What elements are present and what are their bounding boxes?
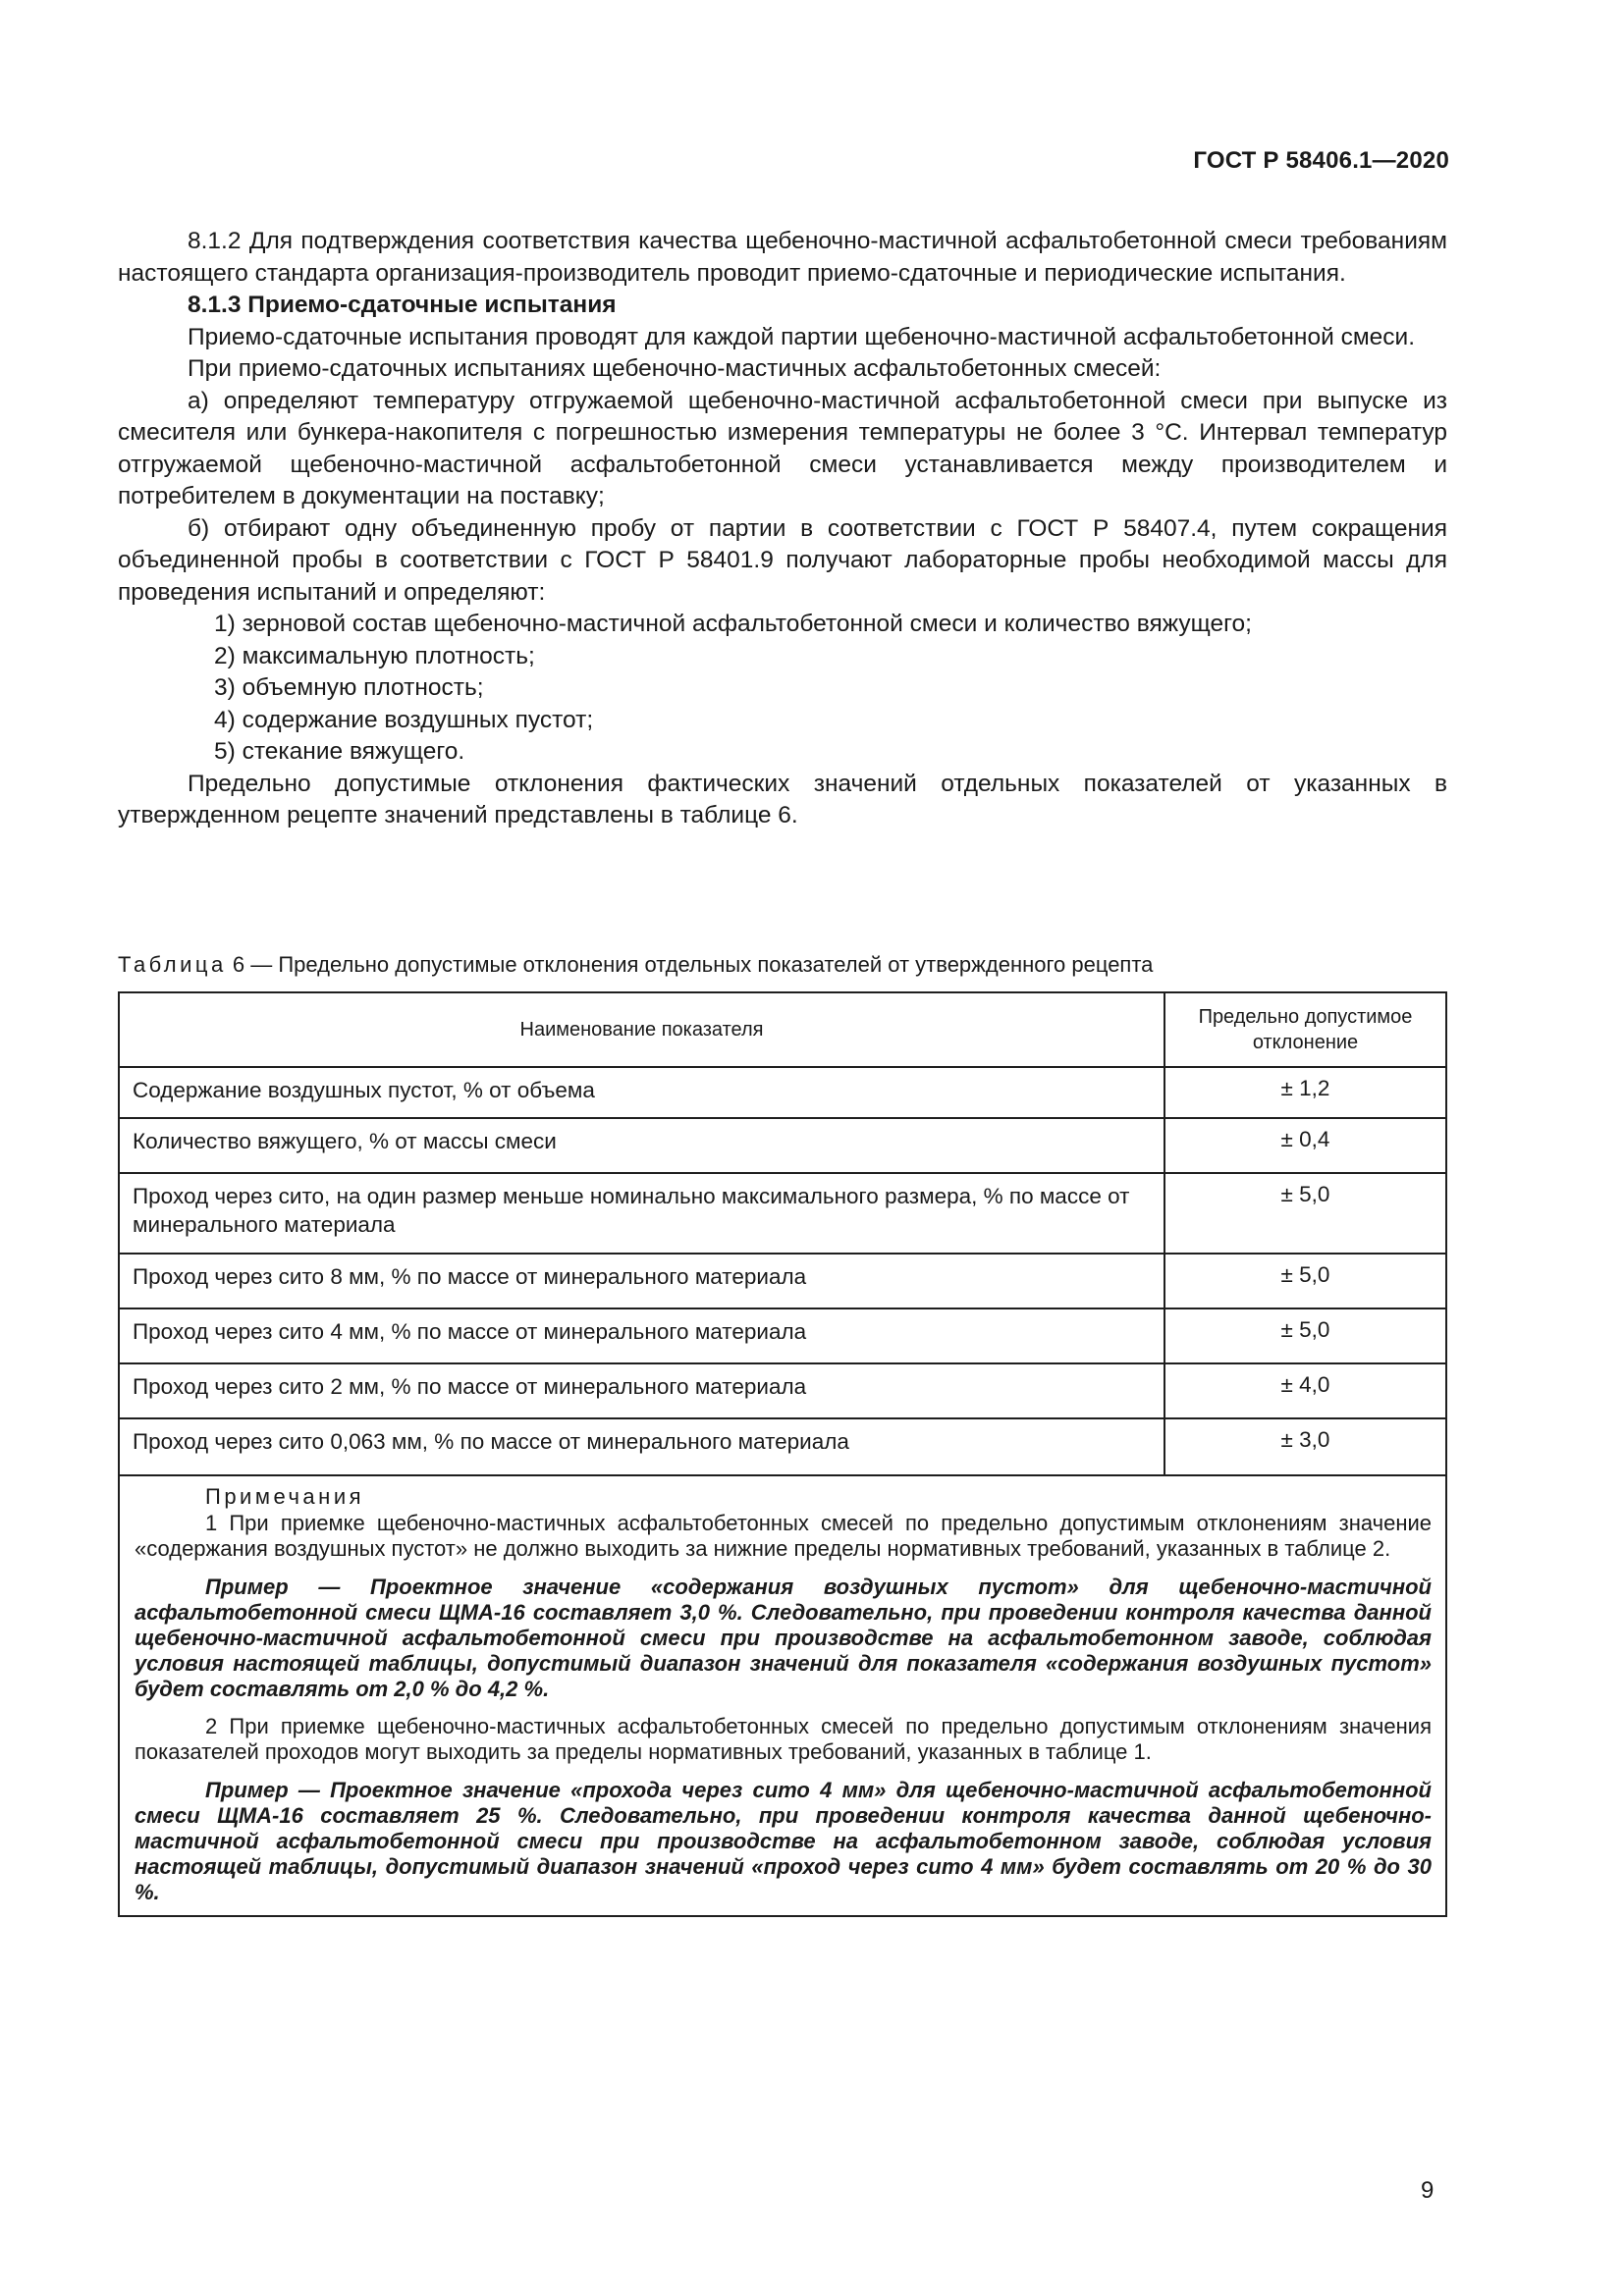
row-name: Количество вяжущего, % от массы смеси [119,1118,1164,1173]
paragraph-8-1-2: 8.1.2 Для подтверждения соответствия качества щебеночно-мастичной асфальтобетонной смеси требованиям настоящего стандарта организация-производитель проводит приемо-сдаточные и периодические испытания. [118,228,1447,287]
table-row [119,1067,1446,1118]
row-name: Проход через сито 2 мм, % по массе от минерального материала [119,1363,1164,1418]
list-item: 2) максимальную плотность; [214,642,535,669]
paragraph-item-a: а) определяют температуру отгружаемой щебеночно-мастичной асфальтобетонной смеси при выпуске из смесителя или бункера-накопителя с погрешностью измерения температуры не более 3 °С. Интервал температур отгружаемой щебеночно-мастичной асфальтобетонной смеси устанавливается между производителем и потребителем в документации на поставку; [118,387,1447,509]
note-2: 2 При приемке щебеночно-мастичных асфальтобетонных смесей по предельно допустимым отклонениям значения показателей проходов могут выходить за пределы нормативных требований, указанных в таблице 1. [135,1713,1432,1764]
table-notes-row [119,1475,1446,1916]
list-item: 4) содержание воздушных пустот; [214,706,594,733]
row-name: Проход через сито 8 мм, % по массе от минерального материала [119,1254,1164,1308]
example-1: Пример — Проектное значение «содержания воздушных пустот» для щебеночно-мастичной асфальтобетонной смеси ЩМА-16 составляет 3,0 %. Следовательно, при проведении контроля качества данной щебеночно-мастичной асфальтобетонной смеси при производстве на асфальтобетонном заводе, соблюдая условия настоящей таблицы, допустимый диапазон значений для показателя «содержания воздушных пустот» будет составлять от 2,0 % до 4,2 %. [135,1574,1432,1701]
table-notes [119,1475,1446,1916]
section-heading-8-1-3: 8.1.3 Приемо-сдаточные испытания [188,292,617,318]
row-name: Содержание воздушных пустот, % от объема [119,1067,1164,1118]
document-code: ГОСТ Р 58406.1—2020 [1193,147,1449,174]
list-item: 1) зерновой состав щебеночно-мастичной асфальтобетонной смеси и количество вяжущего; [214,611,1252,637]
table-caption-text: 6 — Предельно допустимые отклонения отдельных показателей от утвержденного рецепта [226,952,1154,977]
table-row [119,1118,1446,1173]
row-name: Проход через сито 4 мм, % по массе от минерального материала [119,1308,1164,1363]
table-row [119,1418,1446,1475]
table-row [119,1308,1446,1363]
row-value: ± 1,2 [1164,1067,1446,1118]
table-row [119,1254,1446,1308]
row-name: Проход через сито, на один размер меньше номинально максимального размера, % по массе от минерального материала [119,1173,1164,1254]
row-value: ± 4,0 [1164,1363,1446,1418]
table-caption-label: Таблица [118,952,227,977]
table-row [119,1363,1446,1418]
paragraph-deviations: Предельно допустимые отклонения фактических значений отдельных показателей от указанных в утвержденном рецепте значений представлены в таблице 6. [118,770,1447,828]
list-item: 5) стекание вяжущего. [214,738,465,765]
row-value: ± 3,0 [1164,1418,1446,1475]
body-text [118,226,1447,832]
page-number: 9 [1421,2177,1435,2204]
row-value: ± 5,0 [1164,1254,1446,1308]
example-2: Пример — Проектное значение «прохода через сито 4 мм» для щебеночно-мастичной асфальтобетонной смеси ЩМА-16 составляет 25 %. Следовательно, при проведении контроля качества данной щебеночно-мастичной асфальтобетонной смеси при производстве на асфальтобетонном заводе, соблюдая условия настоящей таблицы, допустимый диапазон значений «проход через сито 4 мм» будет составлять от 20 % до 30 %. [135,1777,1432,1904]
note-1: 1 При приемке щебеночно-мастичных асфальтобетонных смесей по предельно допустимым отклонениям значение «содержания воздушных пустот» не должно выходить за нижние пределы нормативных требований, указанных в таблице 2. [135,1510,1432,1561]
header-max-deviation-line1: Предельно допустимое [1198,1006,1413,1028]
header-indicator-name: Наименование показателя [119,992,1164,1067]
table-caption [118,952,1153,978]
header-max-deviation-line2: отклонение [1252,1032,1359,1053]
row-value: ± 0,4 [1164,1118,1446,1173]
table-row [119,1173,1446,1254]
row-value: ± 5,0 [1164,1308,1446,1363]
paragraph-item-b: б) отбирают одну объединенную пробу от партии в соответствии с ГОСТ Р 58407.4, путем сокращения объединенной пробы в соответствии с ГОСТ Р 58401.9 получают лабораторные пробы необходимой массы для проведения испытаний и определяют: [118,514,1447,606]
paragraph-acceptance-tests: Приемо-сдаточные испытания проводят для каждой партии щебеночно-мастичной асфальтобетонной смеси. [188,323,1416,350]
table-header-row [119,992,1446,1067]
deviations-table [118,991,1447,1917]
row-value: ± 5,0 [1164,1173,1446,1254]
list-item: 3) объемную плотность; [214,674,484,701]
row-name: Проход через сито 0,063 мм, % по массе от минерального материала [119,1418,1164,1475]
paragraph-during-tests: При приемо-сдаточных испытаниях щебеночно-мастичных асфальтобетонных смесей: [188,355,1162,382]
header-max-deviation [1164,992,1446,1067]
notes-title: Примечания [205,1484,365,1509]
